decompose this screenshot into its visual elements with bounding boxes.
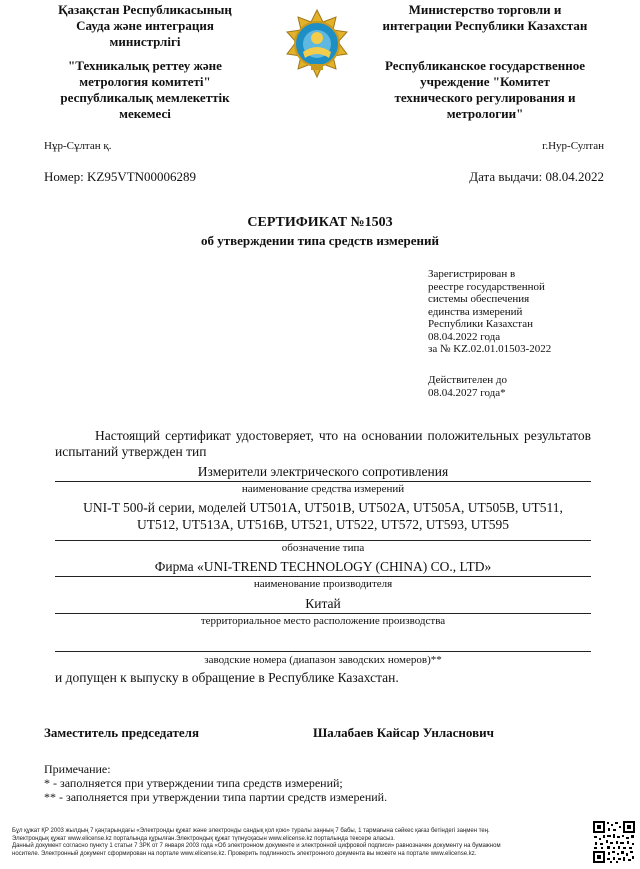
divider xyxy=(55,481,591,482)
divider xyxy=(55,576,591,577)
city-right: г.Нур-Султан xyxy=(542,140,604,152)
type-designation-line: UNI-T 500-й серии, моделей UT501A, UT501B, UT502A, UT505A, UT505B, UT511, xyxy=(83,500,563,515)
header-line: "Техникалық реттеу және xyxy=(68,58,222,73)
header-line: интеграции Республики Казахстан xyxy=(382,18,588,33)
header-line: технического регулирования и xyxy=(394,90,576,105)
header-left-committee xyxy=(30,58,260,122)
instrument-name: Измерители электрического сопротивления xyxy=(197,464,449,479)
header-left-ministry xyxy=(30,2,260,50)
registry-line: за № KZ.02.01.01503-2022 xyxy=(428,343,552,355)
type-designation-line: UT512, UT513A, UT516B, UT521, UT522, UT572, UT593, UT595 xyxy=(137,517,509,532)
qr-code-icon xyxy=(592,820,636,864)
certificate-title: СЕРТИФИКАТ №1503 xyxy=(247,215,393,230)
footer-line: Данный документ согласно пункту 1 статьи 7 ЗРК от 7 января 2003 года «Об электронном документе и электронной цифровой подписи» равнозначен документу на бумажном xyxy=(12,843,501,849)
validity-line: Действителен до xyxy=(428,374,507,386)
header-line: министрлігі xyxy=(109,34,181,49)
header-line: мекемесі xyxy=(119,106,171,121)
header-line: Министерство торговли и xyxy=(408,2,562,17)
validity-block xyxy=(428,374,507,399)
registry-line: системы обеспечения xyxy=(428,293,530,305)
divider xyxy=(55,540,591,541)
manufacturer: Фирма «UNI-TREND TECHNOLOGY (CHINA) CO., LTD» xyxy=(154,559,492,574)
admitted-statement: и допущен к выпуску в обращение в Республике Казахстан. xyxy=(55,670,399,685)
footer-line: Электрондық құжат www.elicense.kz порталында құрылған.Электрондық құжат түпнұсқасын www.elicense.kz порталында тексере аласыз. xyxy=(12,835,395,842)
manufacturer-caption: наименование производителя xyxy=(253,578,393,590)
registry-line: 08.04.2022 года xyxy=(428,330,501,343)
header-line: Қазақстан Республикасының xyxy=(58,2,232,17)
registry-block xyxy=(428,268,551,356)
registry-line: Зарегистрирован в xyxy=(428,268,516,280)
legal-footer xyxy=(12,828,582,858)
city-left: Нұр-Сұлтан қ. xyxy=(44,140,112,152)
state-emblem-icon xyxy=(281,8,353,80)
country: Китай xyxy=(305,596,341,611)
notes-title: Примечание: xyxy=(44,762,111,776)
header-right-ministry xyxy=(360,2,610,34)
note-line: ** - заполняется при утверждении типа партии средств измерений. xyxy=(44,790,388,804)
certificate-number: Номер: KZ95VTN00006289 xyxy=(44,169,197,184)
issue-date: Дата выдачи: 08.04.2022 xyxy=(469,169,604,184)
header-line: метрология комитеті" xyxy=(79,74,211,89)
header-line: республикалық мемлекеттік xyxy=(60,90,230,105)
footer-line: носителе. Электронный документ сформирован на портале www.elicense.kz. Проверить подлинность электронного документа вы можете на портале www.elicense.kz. xyxy=(12,850,477,857)
header-line: Сауда және интеграция xyxy=(76,18,214,33)
intro-paragraph: Настоящий сертификат удостоверяет, что на основании положительных результатов испытаний утвержден тип xyxy=(55,428,591,459)
registry-line: Республики Казахстан xyxy=(428,318,534,330)
signer-name: Шалабаев Кайсар Унласнович xyxy=(313,725,494,740)
instrument-name-caption: наименование средства измерений xyxy=(241,483,405,495)
registry-line: реестре государственной xyxy=(428,280,545,293)
signer-role: Заместитель председателя xyxy=(44,725,200,740)
divider xyxy=(55,651,591,652)
header-line: метрологии" xyxy=(446,106,524,121)
header-line: Республиканское государственное xyxy=(384,58,585,73)
footer-line: Бұл құжат ҚР 2003 жылдың 7 қаңтарындағы «Электронды құжат және электронды сандық қол қою» туралы заңның 7 бабы, 1 тармағына сәйкес қағаз бетіндегі заңмен тең. xyxy=(12,828,490,834)
country-caption: территориальное место расположение производства xyxy=(200,615,446,627)
note-line: * - заполняется при утверждении типа средств измерений; xyxy=(44,776,343,790)
registry-line: единства измерений xyxy=(428,305,523,318)
header-line: учреждение "Комитет xyxy=(420,74,550,89)
certificate-subtitle: об утверждении типа средств измерений xyxy=(201,233,439,248)
header-right-committee xyxy=(360,58,610,122)
type-caption: обозначение типа xyxy=(281,542,365,554)
serials-caption: заводские номера (диапазон заводских номеров)** xyxy=(204,654,442,666)
divider xyxy=(55,613,591,614)
validity-line: 08.04.2027 года* xyxy=(428,386,506,399)
